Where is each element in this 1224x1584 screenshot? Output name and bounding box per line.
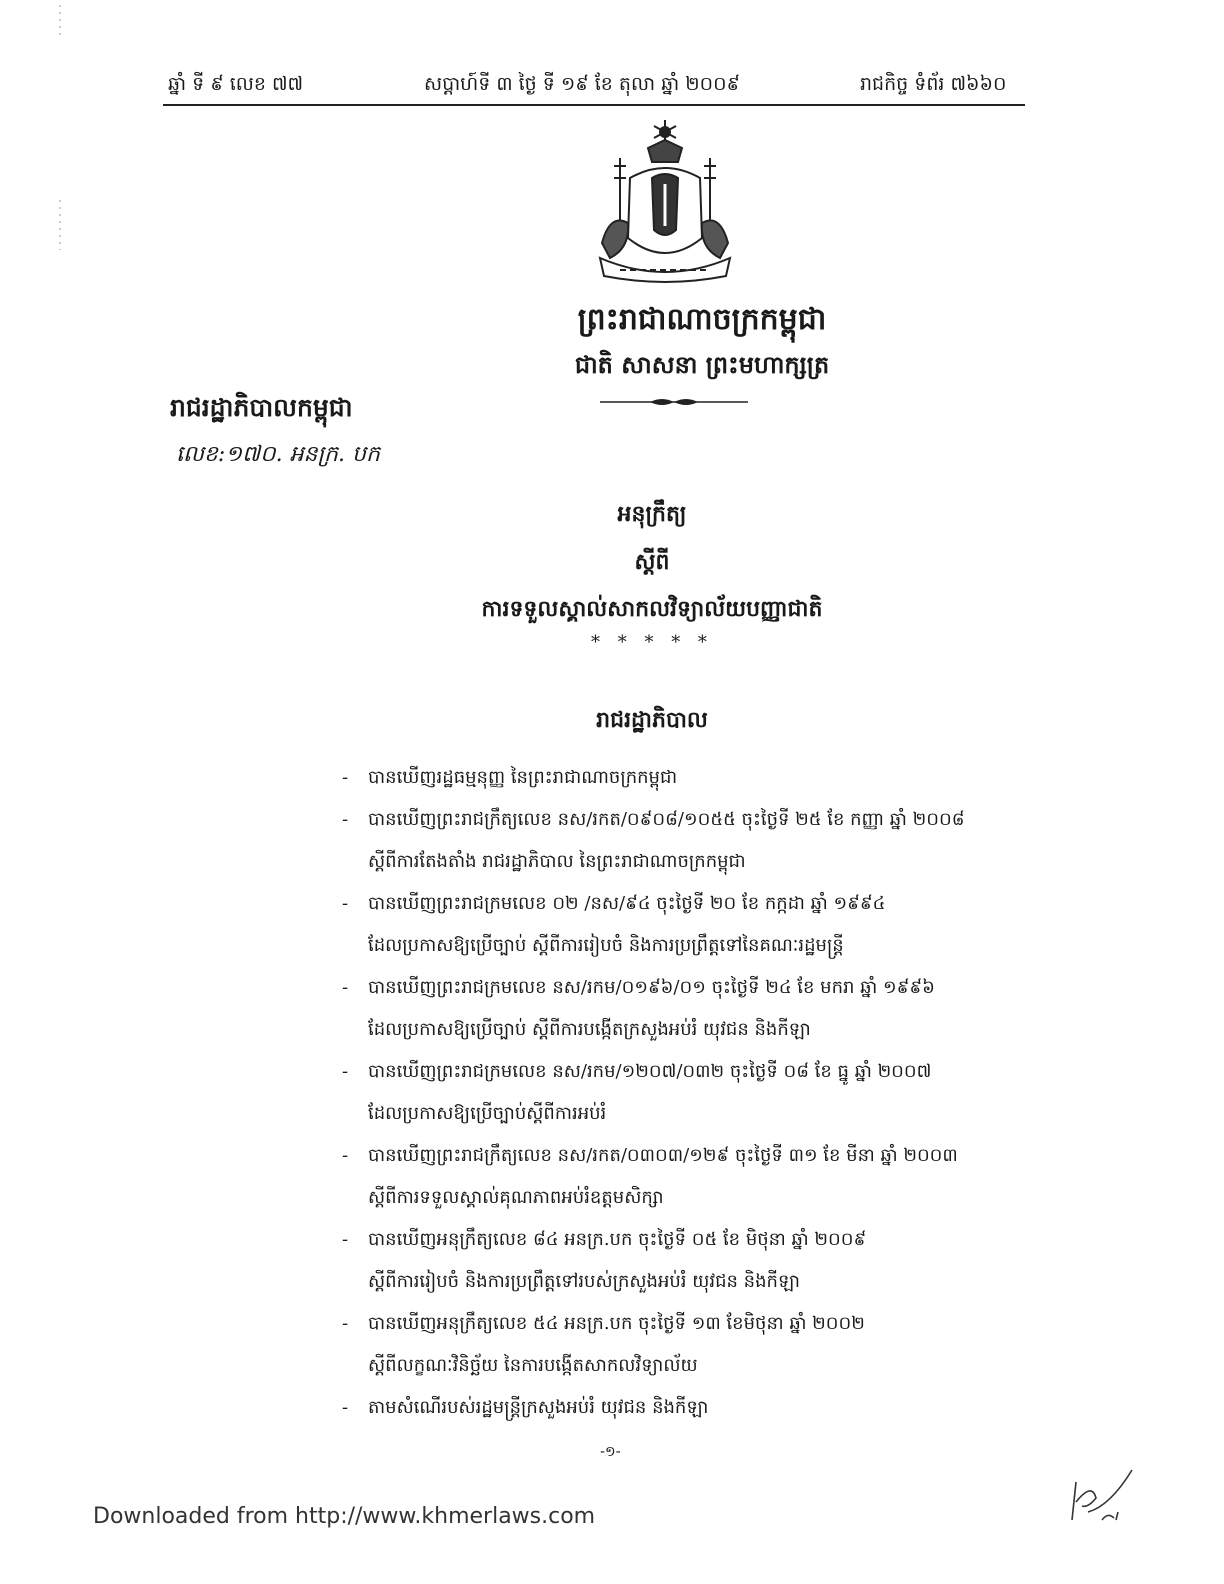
- header-rule: [163, 104, 1025, 106]
- list-item: - បានឃើញព្រះរាជក្រមលេខ នស/រកម/០១៩៦/០១ ចុះថ្ងៃទី ២៤ ខែ មករា ឆ្នាំ ១៩៩៦ ដែលប្រកាសឱ្យប្រើច្បាប់ ស្តីពីការបង្កើតក្រសួងអប់រំ យុវជន និងកីឡា: [342, 967, 1042, 1051]
- kingdom-motto: ជាតិ សាសនា ព្រះមហាក្សត្រ: [574, 350, 830, 379]
- kingdom-title: ព្រះរាជាណាចក្រកម្ពុជា: [577, 302, 827, 337]
- document-about: ស្តីពី: [634, 549, 670, 575]
- bullet-dash: -: [342, 1061, 349, 1082]
- initials-signature: [1062, 1462, 1138, 1524]
- list-item: - បានឃើញព្រះរាជក្រឹត្យលេខ នស/រកត/០៣០៣/១២៩ ចុះថ្ងៃទី ៣១ ខែ មីនា ឆ្នាំ ២០០៣ ស្តីពីការទទួលស្គាល់គុណភាពអប់រំឧត្តមសិក្សា: [342, 1135, 1042, 1219]
- list-item: - តាមសំណើរបស់រដ្ឋមន្ត្រីក្រសួងអប់រំ យុវជន និងកីឡា: [342, 1387, 1042, 1429]
- bullet-dash: -: [342, 1313, 349, 1334]
- scan-artifact: [56, 0, 64, 260]
- bullet-dash: -: [342, 767, 349, 788]
- bullet-dash: -: [342, 1397, 349, 1418]
- bullet-dash: -: [342, 977, 349, 998]
- bullet-dash: -: [342, 1229, 349, 1250]
- gazette-issue: ឆ្នាំ ទី ៩ លេខ ៧៧: [168, 73, 304, 95]
- list-item: - បានឃើញព្រះរាជក្រមលេខ នស/រកម/១២០៧/០៣២ ចុះថ្ងៃទី ០៨ ខែ ធ្នូ ឆ្នាំ ២០០៧ ដែលប្រកាសឱ្យប្រើច្បាប់ស្តីពីការអប់រំ: [342, 1051, 1042, 1135]
- bullet-dash: -: [342, 809, 349, 830]
- list-item: - បានឃើញអនុក្រឹត្យលេខ ៥៤ អនក្រ.បក ចុះថ្ងៃទី ១៣ ខែមិថុនា ឆ្នាំ ២០០២ ស្តីពីលក្ខណៈវិនិច្ឆ័យ នៃការបង្កើតសាកលវិទ្យាល័យ: [342, 1303, 1042, 1387]
- document-type: អនុក្រឹត្យ: [617, 501, 687, 527]
- royal-emblem-icon: [590, 118, 740, 288]
- bullet-dash: -: [342, 893, 349, 914]
- gazette-page: រាជកិច្ច ទំព័រ ៧៦៦០: [860, 73, 1007, 95]
- gazette-date: សប្តាហ៍ទី ៣ ថ្ងៃ ទី ១៩ ខែ តុលា ឆ្នាំ ២០០៩: [424, 73, 740, 95]
- download-source: Downloaded from http://www.khmerlaws.com: [93, 1504, 596, 1529]
- list-item: - បានឃើញអនុក្រឹត្យលេខ ៨៤ អនក្រ.បក ចុះថ្ងៃទី ០៥ ខែ មិថុនា ឆ្នាំ ២០០៩ ស្តីពីការរៀបចំ និងការប្រព្រឹត្តទៅរបស់ក្រសួងអប់រំ យុវជន និងកីឡា: [342, 1219, 1042, 1303]
- list-item: - បានឃើញរដ្ឋធម្មនុញ្ញ នៃព្រះរាជាណាចក្រកម្ពុជា: [342, 757, 1042, 799]
- ornament-divider: [600, 396, 748, 408]
- recitals-list: [342, 757, 1042, 1429]
- issuer-name: រាជរដ្ឋាភិបាលកម្ពុជា: [170, 393, 353, 422]
- bullet-dash: -: [342, 1145, 349, 1166]
- list-item: - បានឃើញព្រះរាជក្រមលេខ ០២ /នស/៩៤ ចុះថ្ងៃទី ២០ ខែ កក្កដា ឆ្នាំ ១៩៩៤ ដែលប្រកាសឱ្យប្រើច្បាប់ ស្តីពីការរៀបចំ និងការប្រព្រឹត្តទៅនៃគណៈរដ្ឋមន្ត្រី: [342, 883, 1042, 967]
- body-heading: រាជរដ្ឋាភិបាល: [596, 707, 708, 733]
- decree-number: លេខ:១៧០. អនក្រ. បក: [176, 442, 380, 467]
- separator-stars: * * * * *: [591, 632, 713, 653]
- document-subject: ការទទួលស្គាល់សាកលវិទ្យាល័យបញ្ញាជាតិ: [481, 596, 823, 622]
- page-number: -១-: [600, 1444, 621, 1460]
- list-item: - បានឃើញព្រះរាជក្រឹត្យលេខ នស/រកត/០៩០៨/១០៥៥ ចុះថ្ងៃទី ២៥ ខែ កញ្ញា ឆ្នាំ ២០០៨ ស្តីពីការតែងតាំង រាជរដ្ឋាភិបាល នៃព្រះរាជាណាចក្រកម្ពុជា: [342, 799, 1042, 883]
